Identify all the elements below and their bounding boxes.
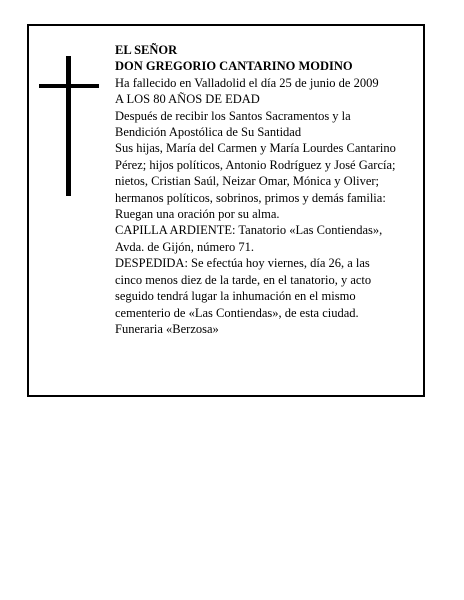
prayer-request: Ruegan una oración por su alma. bbox=[115, 207, 280, 222]
cross-icon bbox=[39, 56, 99, 196]
age-line: A LOS 80 AÑOS DE EDAD bbox=[115, 92, 260, 107]
farewell-info: DESPEDIDA: Se efectúa hoy viernes, día 26, a las cinco menos diez de la tarde, en el tanatorio, y acto seguido tendrá lugar la inhumación en el mismo cementerio de «Las Contiendas», de esta ciudad. bbox=[115, 256, 372, 320]
notice-title: EL SEÑOR bbox=[115, 43, 178, 57]
cross-horizontal-bar bbox=[39, 84, 99, 88]
deceased-name: DON GREGORIO CANTARINO MODINO bbox=[115, 59, 353, 74]
family-list: Sus hijas, María del Carmen y María Lourdes Cantarino Pérez; hijos políticos, Antonio Rodríguez y José García; nietos, Cristian Saúl, Neizar Omar, Mónica y Oliver; hermanos políticos, sobrinos, primos y demás familia: bbox=[115, 141, 396, 205]
chapel-info: CAPILLA ARDIENTE: Tanatorio «Las Contiendas», Avda. de Gijón, número 71. bbox=[115, 223, 383, 254]
funeral-home: Funeraria «Berzosa» bbox=[115, 321, 219, 336]
notice-body bbox=[115, 42, 425, 337]
obituary-notice bbox=[27, 24, 425, 397]
cross-vertical-bar bbox=[66, 56, 71, 196]
death-announcement: Ha fallecido en Valladolid el día 25 de junio de 2009 bbox=[115, 75, 379, 90]
sacraments-text: Después de recibir los Santos Sacramentos y la Bendición Apostólica de Su Santidad bbox=[115, 108, 351, 140]
